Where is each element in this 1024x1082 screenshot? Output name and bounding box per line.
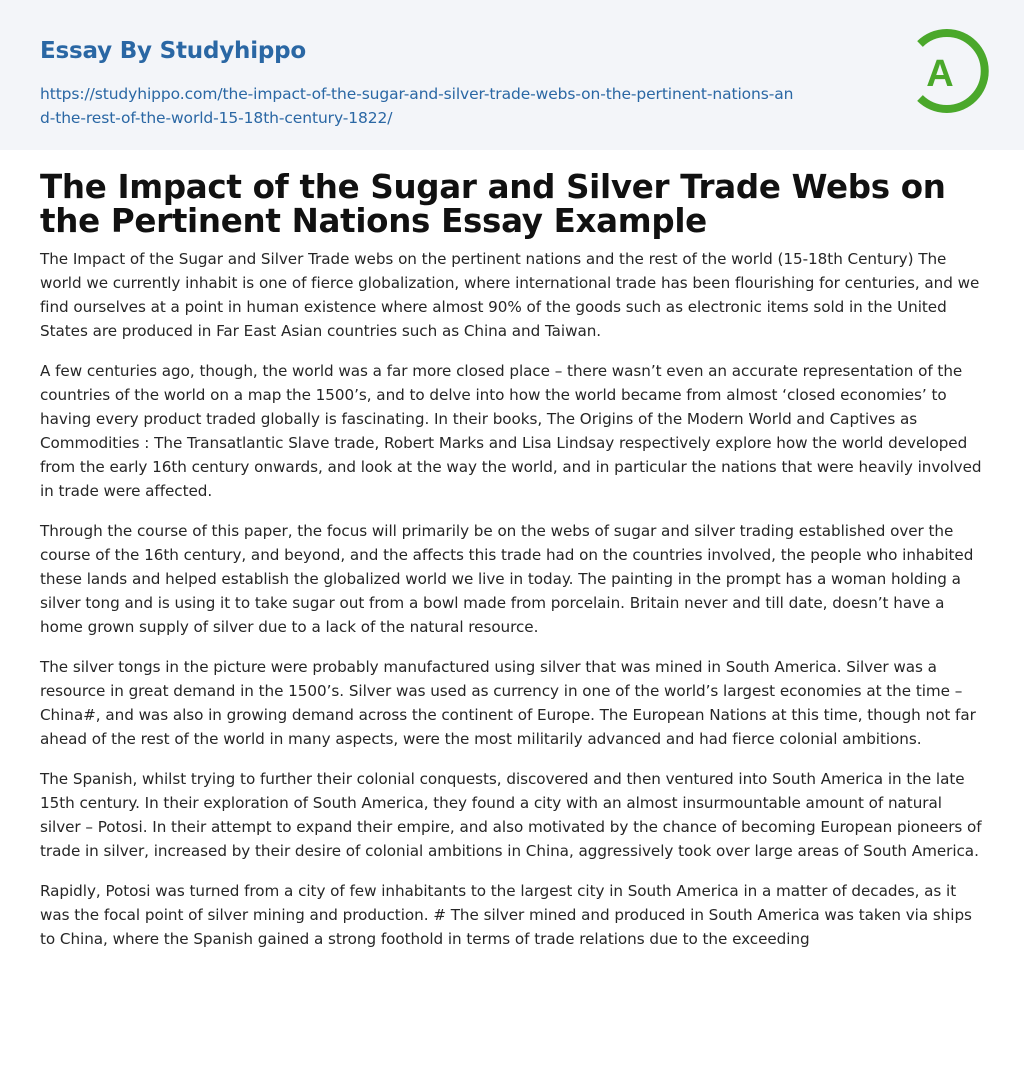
article xyxy=(40,170,984,967)
article-paragraph: The Spanish, whilst trying to further their colonial conquests, discovered and then ventured into South America in the late 15th century. In their exploration of South America, they found a city with an almost insurmountable amount of natural silver – Potosi. In their attempt to expand their empire, and also motivated by the chance of becoming European pioneers of trade in silver, increased by their desire of colonial ambitions in China, aggressively took over large areas of South America. xyxy=(40,770,982,860)
source-url-link[interactable]: https://studyhippo.com/the-impact-of-the-sugar-and-silver-trade-webs-on-the-pertinent-nations-and-the-rest-of-the-world-15-18th-century-1822/ xyxy=(40,85,794,127)
article-paragraph: Through the course of this paper, the focus will primarily be on the webs of sugar and silver trading established over the course of the 16th century, and beyond, and the affects this trade had on the countries involved, the people who inhabited these lands and helped establish the globalized world we live in today. The painting in the prompt has a woman holding a silver tong and is using it to take sugar out from a bowl made from porcelain. Britain never and till date, doesn’t have a home grown supply of silver due to a lack of the natural resource. xyxy=(40,522,974,636)
article-paragraph: The silver tongs in the picture were probably manufactured using silver that was mined in South America. Silver was a resource in great demand in the 1500’s. Silver was used as currency in one of the world’s largest economies at the time – China#, and was also in growing demand across the continent of Europe. The European Nations at this time, though not far ahead of the rest of the world in many aspects, were the most militarily advanced and had fierce colonial ambitions. xyxy=(40,658,976,748)
article-paragraph: The Impact of the Sugar and Silver Trade webs on the pertinent nations and the rest of the world (15-18th Century) The world we currently inhabit is one of fierce globalization, where international trade has been flourishing for centuries, and we find ourselves at a point in human existence where almost 90% of the goods such as electronic items sold in the United States are produced in Far East Asian countries such as China and Taiwan. xyxy=(40,250,980,340)
article-paragraph: Rapidly, Potosi was turned from a city of few inhabitants to the largest city in South America in a matter of decades, as it was the focal point of silver mining and production. # The silver mined and produced in South America was taken via ships to China, where the Spanish gained a strong foothold in terms of trade relations due to the exceeding xyxy=(40,882,972,948)
article-paragraph: A few centuries ago, though, the world was a far more closed place – there wasn’t even an accurate representation of the countries of the world on a map the 1500’s, and to delve into how the world became from almost ‘closed economies’ to having every product traded globally is fascinating. In their books, The Origins of the Modern World and Captives as Commodities : The Transatlantic Slave trade, Robert Marks and Lisa Lindsay respectively explore how the world developed from the early 16th century onwards, and look at the way the world, and in particular the nations that were heavily involved in trade were affected. xyxy=(40,362,982,500)
site-header xyxy=(0,0,1024,150)
site-brand[interactable]: Essay By Studyhippo xyxy=(40,38,307,64)
article-title: The Impact of the Sugar and Silver Trade Webs on the Pertinent Nations Essay Example xyxy=(40,168,946,240)
logo-letter: A xyxy=(926,53,954,95)
studyhippo-logo-icon[interactable] xyxy=(908,26,992,118)
